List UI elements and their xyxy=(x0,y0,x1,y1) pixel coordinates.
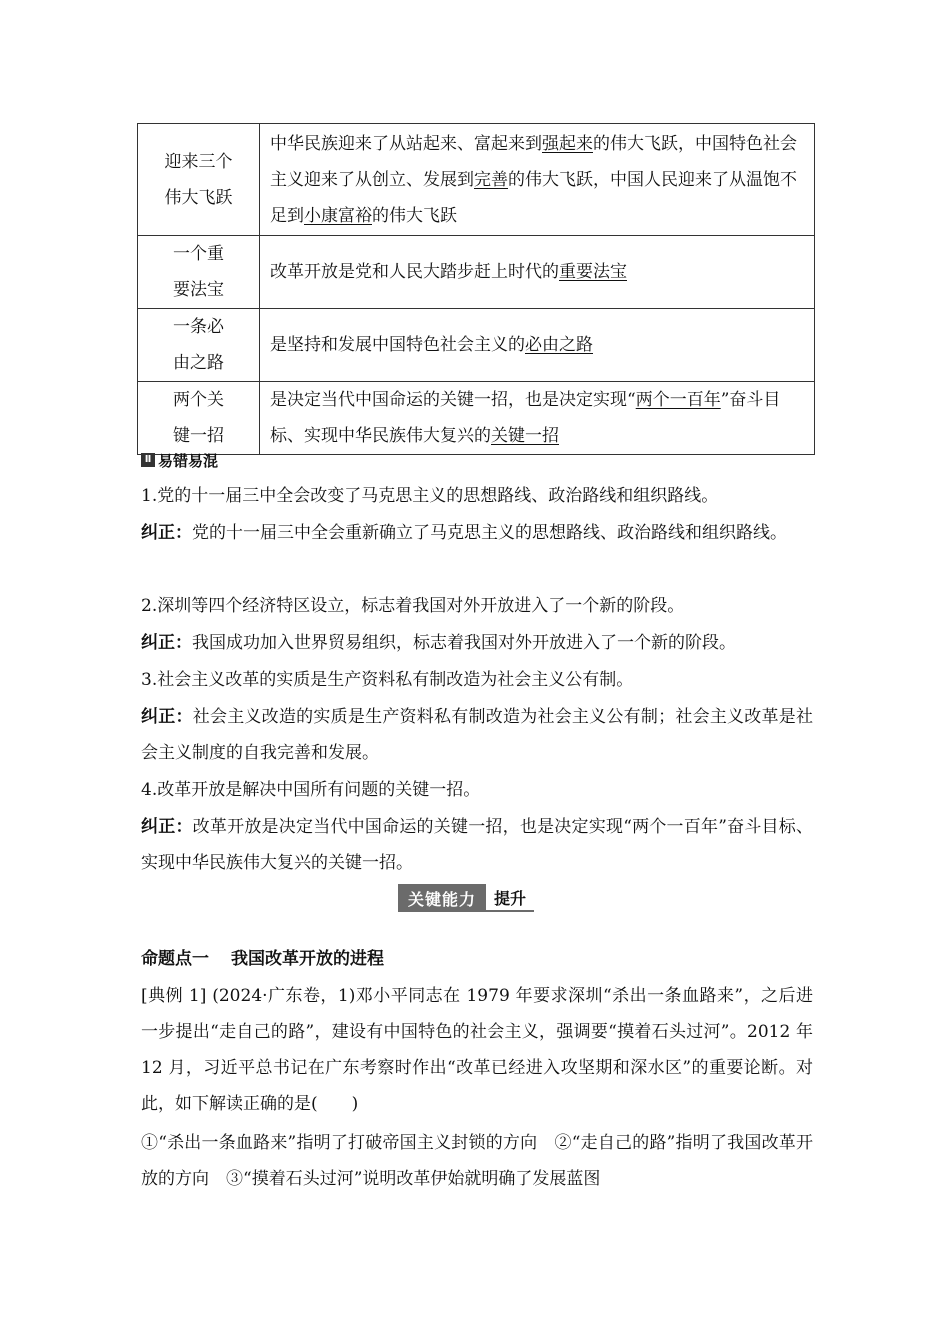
heading-title: 我国改革开放的进程 xyxy=(231,949,384,969)
error-correction-1 xyxy=(141,515,813,551)
row-heading-line: 一条必 xyxy=(173,317,224,337)
correction-text: 党的十一届三中全会重新确立了马克思主义的思想路线、政治路线和组织路线。 xyxy=(192,523,787,543)
example-options: ①“杀出一条血路来”指明了打破帝国主义封锁的方向 ②“走自己的路”指明了我国改革开放的方向 ③“摸着石头过河”说明改革伊始就明确了发展蓝图 xyxy=(141,1133,813,1189)
section-tag-error-prone xyxy=(141,450,218,470)
correction-label: 纠正： xyxy=(141,633,192,653)
row-heading-line: 两个关 xyxy=(173,390,224,410)
key-term: 重要法宝 xyxy=(559,262,627,282)
content-text: 的伟大飞跃，中国人民迎来了从温饱不足到 xyxy=(270,169,797,226)
key-term: 关键一招 xyxy=(491,426,559,446)
row-heading-line: 迎来三个 xyxy=(164,151,233,172)
table-row-heading xyxy=(138,309,260,382)
correction-label: 纠正： xyxy=(141,817,193,837)
content-text: ”奋斗目标、实现中华民族伟大复兴的 xyxy=(270,390,781,446)
table-row xyxy=(138,309,815,382)
proposition-heading xyxy=(141,944,384,974)
correction-text: 社会主义改造的实质是生产资料私有制改造为社会主义公有制；社会主义改革是社会主义制度的自我完善和发展。 xyxy=(141,707,814,763)
content-text: 的伟大飞跃，中国特色社会主义迎来了从创立、发展到 xyxy=(270,133,797,190)
correction-text: 改革开放是决定当代中国命运的关键一招，也是决定实现“两个一百年”奋斗目标、实现中华民族伟大复兴的关键一招。 xyxy=(141,817,813,873)
content-text: 改革开放是党和人民大踏步赶上时代的 xyxy=(270,262,559,282)
row-heading-line: 键一招 xyxy=(173,426,224,446)
table-row-content xyxy=(260,382,815,455)
table-row xyxy=(138,382,815,455)
key-term: 完善 xyxy=(474,169,508,190)
key-term: 小康富裕 xyxy=(304,205,372,226)
content-text: 是坚持和发展中国特色社会主义的 xyxy=(270,335,525,355)
table-row-heading xyxy=(138,236,260,309)
key-term: 必由之路 xyxy=(525,335,593,355)
row-heading-line: 由之路 xyxy=(173,353,224,373)
content-text: 的伟大飞跃 xyxy=(372,205,457,226)
correction-label: 纠正： xyxy=(141,707,193,727)
error-statement-4: 4.改革开放是解决中国所有问题的关键一招。 xyxy=(141,780,481,800)
row-heading-line: 伟大飞跃 xyxy=(164,187,233,208)
banner-right: 提升 xyxy=(486,884,534,912)
correction-label: 纠正： xyxy=(141,523,192,543)
heading-number: 命题点一 xyxy=(141,949,209,969)
example-question: [典例 1] (2024·广东卷，1)邓小平同志在 1979 年要求深圳“杀出一条血路来”，之后进一步提出“走自己的路”，建设有中国特色的社会主义，强调要“摸着石头过河”。2012 年 12 月，习近平总书记在广东考察时作出“改革已经进入攻坚期和深水区”的重要论断。对此，如下解读正确的是( ) xyxy=(141,986,813,1114)
correction-text: 我国成功加入世界贸易组织，标志着我国对外开放进入了一个新的阶段。 xyxy=(192,633,736,653)
key-term: 两个一百年 xyxy=(635,390,721,410)
table-row-heading xyxy=(138,124,260,236)
content-text: 中华民族迎来了从站起来、富起来到 xyxy=(270,133,542,154)
table-row xyxy=(138,236,815,309)
key-ability-banner xyxy=(398,884,534,912)
error-statement-3: 3.社会主义改革的实质是生产资料私有制改造为社会主义公有制。 xyxy=(141,670,634,690)
table-row-content xyxy=(260,124,815,236)
section-tag-label: 易错易混 xyxy=(158,451,219,470)
table-row-content xyxy=(260,236,815,309)
key-term: 强起来 xyxy=(542,133,593,154)
table-row xyxy=(138,124,815,236)
row-heading-line: 一个重 xyxy=(173,244,224,264)
error-correction-2 xyxy=(141,625,813,661)
section-tag-mark: Ⅱ xyxy=(141,453,155,467)
error-statement-1: 1.党的十一届三中全会改变了马克思主义的思想路线、政治路线和组织路线。 xyxy=(141,486,719,506)
row-heading-line: 要法宝 xyxy=(173,280,224,300)
error-statement-2: 2.深圳等四个经济特区设立，标志着我国对外开放进入了一个新的阶段。 xyxy=(141,596,685,616)
banner-left: 关键能力 xyxy=(398,884,486,912)
content-text: 是决定当代中国命运的关键一招，也是决定实现“ xyxy=(270,390,636,410)
error-correction-4 xyxy=(141,809,813,881)
table-row-heading xyxy=(138,382,260,455)
error-correction-3 xyxy=(141,699,813,771)
summary-table xyxy=(137,123,815,455)
table-row-content xyxy=(260,309,815,382)
